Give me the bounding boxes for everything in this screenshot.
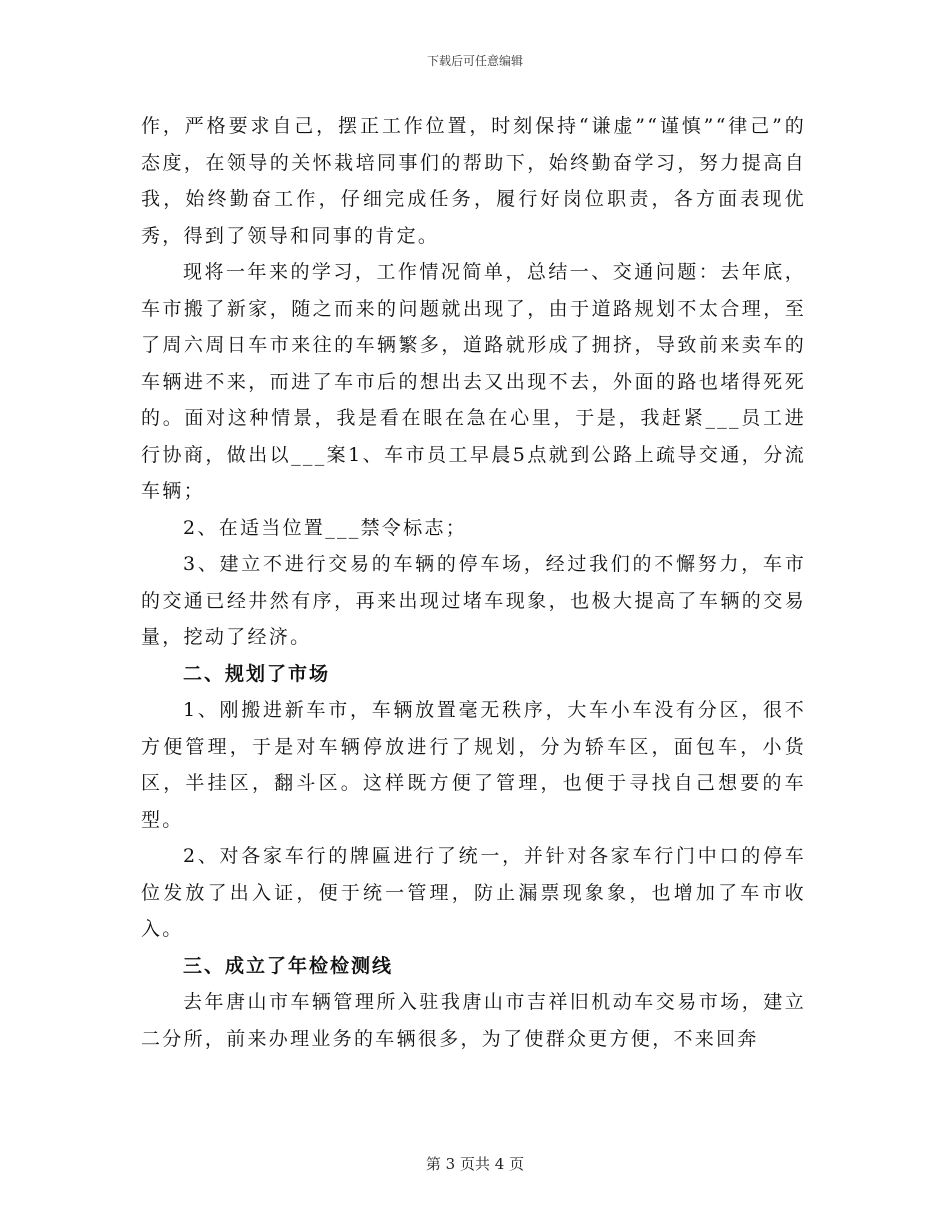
section-heading: 二、规划了市场 (183, 662, 331, 685)
paragraph: 现将一年来的学习，工作情况简单，总结一、交通问题：去年底，车市搬了新家，随之而来的问题就出现了，由于道路规划不太合理，至了周六周日车市来往的车辆繁多，道路就形成了拥挤，导致前来卖车的车辆进不来，而进了车市后的想出去又出现不去，外面的路也堵得死死的。面对这种情景，我是看在眼在急在心里，于是，我赶紧___员工进行协商，做出以___案1、车市员工早晨5点就到公路上疏导交通，分流车辆； (141, 261, 806, 502)
paragraph: 2、对各家车行的牌匾进行了统一，并针对各家车行门中口的停车位发放了出入证，便于统一管理，防止漏票现象象，也增加了车市收入。 (141, 845, 806, 940)
paragraph: 3、建立不进行交易的车辆的停车场，经过我们的不懈努力，车市的交通已经井然有序，再来出现过堵车现象，也极大提高了车辆的交易量，挖动了经济。 (141, 553, 806, 648)
section-heading: 三、成立了年检检测线 (183, 954, 394, 977)
page-footer: 第 3 页共 4 页 (425, 1155, 525, 1173)
document-body (141, 108, 806, 1057)
page-header: 下载后可任意编辑 (426, 54, 523, 68)
paragraph: 2、在适当位置___禁令标志； (183, 516, 468, 539)
paragraph: 1、刚搬进新车市，车辆放置毫无秩序，大车小车没有分区，很不方便管理，于是对车辆停放进行了规划，分为轿车区，面包车，小货区，半挂区，翻斗区。这样既方便了管理，也便于寻找自己想要的车型。 (141, 699, 806, 831)
paragraph: 作，严格要求自己，摆正工作位置，时刻保持“谦虚”“谨慎”“律己”的态度，在领导的关怀栽培同事们的帮助下，始终勤奋学习，努力提高自我，始终勤奋工作，仔细完成任务，履行好岗位职责，各方面表现优秀，得到了领导和同事的肯定。 (141, 115, 806, 247)
paragraph: 去年唐山市车辆管理所入驻我唐山市吉祥旧机动车交易市场，建立二分所，前来办理业务的车辆很多，为了使群众更方便，不来回奔 (141, 991, 806, 1050)
